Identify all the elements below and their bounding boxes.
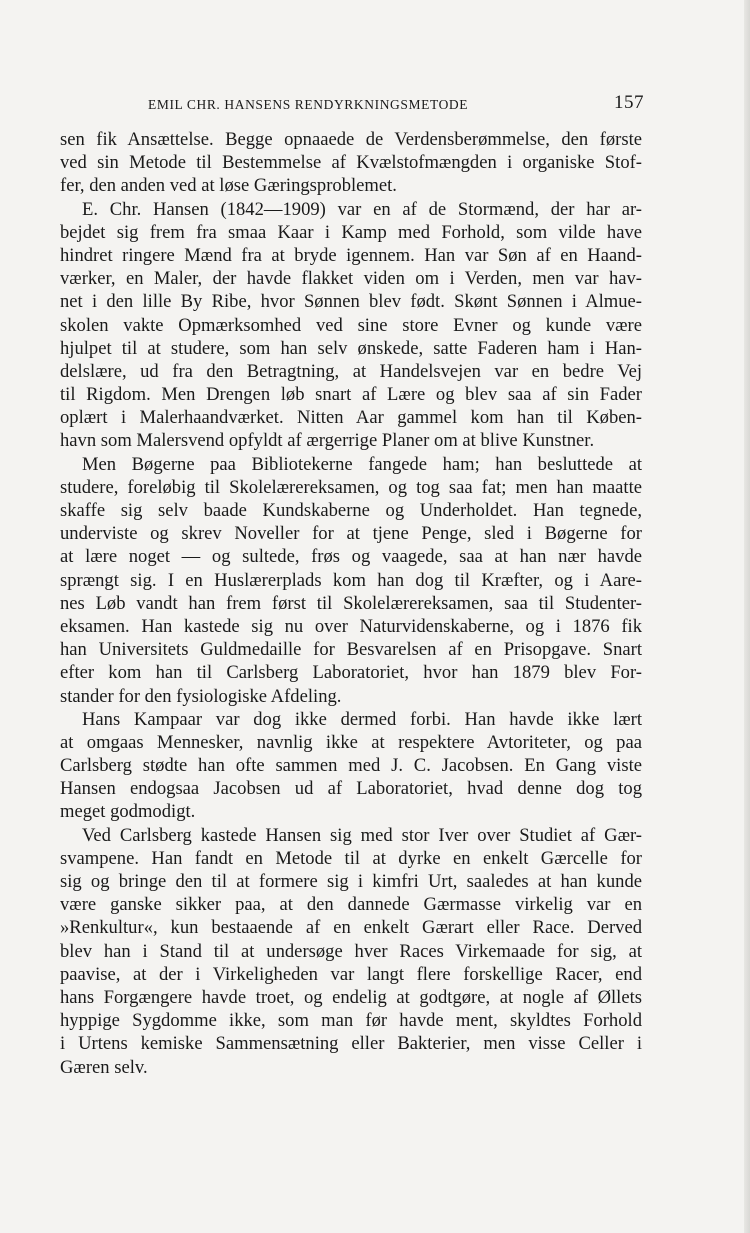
text-line: »Renkultur«, kun bestaaende af en enkelt Gærart eller Race. Derved [60, 917, 642, 939]
text-line: Men Bøgerne paa Bibliotekerne fangede ham; han besluttede at [82, 453, 642, 475]
text-line: til Rigdom. Men Drengen løb snart af Lære og blev saa af sin Fader [60, 384, 642, 406]
text-line: hans Forgængere havde troet, og endelig at godtgøre, at nogle af Øllets [60, 986, 642, 1008]
text-line: hjulpet til at studere, som han selv ønskede, satte Faderen ham i Han- [60, 337, 642, 359]
text-line: Gæren selv. [60, 1056, 148, 1078]
text-line: sen fik Ansættelse. Begge opnaaede de Verdensberømmelse, den første [60, 129, 642, 150]
text-line: studere, foreløbig til Skolelærereksamen, og tog saa fat; men han maatte [60, 476, 642, 498]
text-line: ved sin Metode til Bestemmelse af Kvælstofmængden i organiske Stof- [60, 152, 642, 174]
text-line: bejdet sig frem fra smaa Kaar i Kamp med Forhold, som vilde have [60, 221, 642, 243]
text-line: være ganske sikker paa, at den dannede Gærmasse virkelig var en [60, 894, 642, 916]
text-line: i Urtens kemiske Sammensætning eller Bakterier, men visse Celler i [60, 1033, 642, 1055]
text-line: E. Chr. Hansen (1842—1909) var en af de Stormænd, der har ar- [82, 198, 642, 220]
text-line: delslære, ud fra den Betragtning, at Handelsvejen var en bedre Vej [60, 360, 642, 382]
text-line: blev han i Stand til at undersøge hver Races Virkemaade for sig, at [60, 940, 642, 962]
text-line: meget godmodigt. [60, 801, 196, 823]
text-line: havn som Malersvend opfyldt af ærgerrige Planer om at blive Kunstner. [60, 430, 595, 452]
text-line: værker, en Maler, der havde flakket viden om i Verden, men var hav- [60, 268, 642, 290]
text-line: nes Løb vandt han frem først til Skolelærereksamen, saa til Studenter- [60, 592, 642, 614]
text-line: fer, den anden ved at løse Gæringsproblemet. [60, 175, 397, 197]
body-text [60, 128, 642, 1079]
running-head [60, 92, 644, 116]
text-line: eksamen. Han kastede sig nu over Naturvidenskaberne, og i 1876 fik [60, 615, 642, 637]
running-title: EMIL CHR. HANSENS RENDYRKNINGSMETODE [148, 97, 469, 112]
text-line: hyppige Sygdomme ikke, som man før havde ment, skyldtes Forhold [60, 1010, 642, 1032]
text-line: Ved Carlsberg kastede Hansen sig med stor Iver over Studiet af Gær- [82, 824, 642, 846]
text-line: sprængt sig. I en Huslærerplads kom han dog til Kræfter, og i Aare- [60, 569, 642, 591]
page-number: 157 [614, 92, 644, 113]
text-line: efter kom han til Carlsberg Laboratoriet, hvor han 1879 blev For- [60, 662, 642, 684]
text-line: skaffe sig selv baade Kundskaberne og Underholdet. Han tegnede, [60, 500, 642, 521]
text-line: skolen vakte Opmærksomhed ved sine store Evner og kunde være [60, 314, 642, 336]
text-line: net i den lille By Ribe, hvor Sønnen blev født. Skønt Sønnen i Almue- [60, 291, 642, 313]
text-line: at lære noget — og sultede, frøs og vaagede, saa at han nær havde [60, 546, 642, 568]
text-line: paavise, at der i Virkeligheden var langt flere forskellige Racer, end [60, 963, 642, 985]
text-line: Carlsberg stødte han ofte sammen med J. C. Jacobsen. En Gang viste [60, 755, 642, 777]
text-line: han Universitets Guldmedaille for Besvarelsen af en Prisopgave. Snart [60, 639, 642, 661]
page-edge [744, 0, 750, 1233]
text-line: at omgaas Mennesker, navnlig ikke at respektere Avtoriteter, og paa [60, 731, 642, 753]
text-line: sig og bringe den til at formere sig i kimfri Urt, saaledes at han kunde [60, 871, 642, 892]
text-line: Hans Kampaar var dog ikke dermed forbi. Han havde ikke lært [82, 708, 642, 730]
text-line: oplært i Malerhaandværket. Nitten Aar gammel kom han til Køben- [60, 407, 642, 429]
text-line: underviste og skrev Noveller for at tjene Penge, sled i Bøgerne for [60, 523, 642, 545]
text-line: stander for den fysiologiske Afdeling. [60, 685, 342, 707]
text-line: svampene. Han fandt en Metode til at dyrke en enkelt Gærcelle for [60, 847, 642, 869]
text-line: Hansen endogsaa Jacobsen ud af Laboratoriet, hvad denne dog tog [60, 778, 642, 800]
text-line: hindret ringere Mænd fra at bryde igennem. Han var Søn af en Haand- [60, 244, 642, 266]
